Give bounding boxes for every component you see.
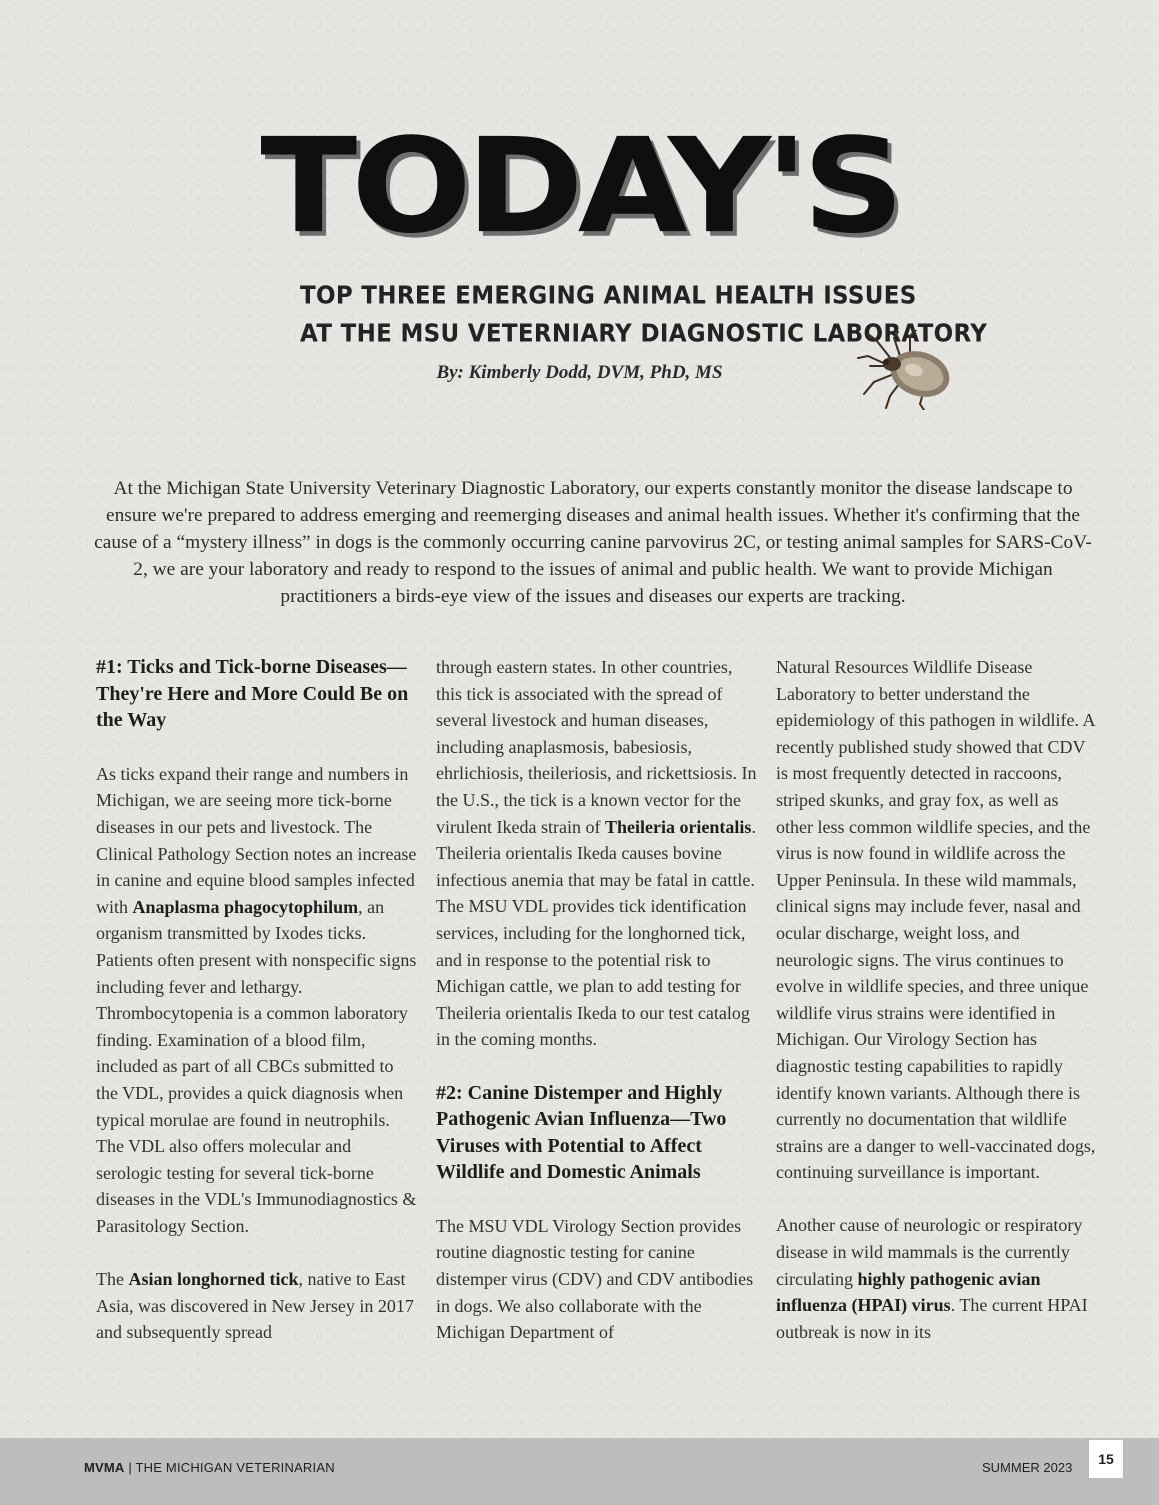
column-1 (96, 654, 418, 1346)
section-1-heading: #1: Ticks and Tick-borne Diseases—They're Here and More Could Be on the Way (96, 656, 409, 732)
section-1-paragraph-1: As ticks expand their range and numbers in Michigan, we are seeing more tick-borne diseases in our pets and livestock. The Clinical Pathology Section notes an increase in canine and equine blood samples infected with Anaplasma phagocytophilum, an organism transmitted by Ixodes ticks. Patients often present with nonspecific signs including fever and lethargy. Thrombocytopenia is a common laboratory finding. Examination of a blood film, included as part of all CBCs submitted to the VDL, provides a quick diagnosis when typical morulae are found in neutrophils. The VDL also offers molecular and serologic testing for several tick-borne diseases in the VDL's Immunodiagnostics & Parasitology Section. (96, 763, 417, 1236)
section-2-paragraph-2: Natural Resources Wildlife Disease Laboratory to better understand the epidemiology of this pathogen in wildlife. A recently published study showed that CDV is most frequently detected in raccoons, striped skunks, and gray fox, as well as other less common wildlife species, and the virus is now found in wildlife across the Upper Peninsula. In these wild mammals, clinical signs may include fever, nasal and ocular discharge, weight loss, and neurologic signs. The virus continues to evolve in wildlife species, and three unique wildlife virus strains were identified in Michigan. Our Virology Section has diagnostic testing capabilities to rapidly identify known variants. Although there is currently no documentation that wildlife strains are a danger to well-vaccinated dogs, continuing surveillance is important. (776, 657, 1096, 1183)
section-2-paragraph-1: The MSU VDL Virology Section provides routine diagnostic testing for canine distemper virus (CDV) and CDV antibodies in dogs. We also collaborate with the Michigan Department of (436, 1215, 754, 1343)
footer-publication-title: THE MICHIGAN VETERINARIAN (135, 1460, 335, 1475)
column-2 (436, 654, 758, 1346)
footer-publication (84, 1460, 335, 1475)
section-1-paragraph-2: The Asian longhorned tick, native to East Asia, was discovered in New Jersey in 2017 and subsequently spread (96, 1269, 414, 1343)
tick-illustration-icon (854, 330, 958, 410)
column-3 (776, 654, 1096, 1345)
footer-separator: | (128, 1460, 132, 1475)
intro-paragraph: At the Michigan State University Veterinary Diagnostic Laboratory, our experts constantly monitor the disease landscape to ensure we're prepared to address emerging and reemerging diseases and animal health issues. Whether it's confirming that the cause of a “mystery illness” in dogs is the commonly occurring canine parvovirus 2C, or testing animal samples for SARS-CoV-2, we are your laboratory and ready to respond to the issues of animal and public health. We want to provide Michigan practitioners a birds-eye view of the issues and diseases our experts are tracking. (94, 478, 1092, 608)
subtitle-line-1: TOP THREE EMERGING ANIMAL HEALTH ISSUES (300, 281, 917, 311)
section-2-paragraph-3: Another cause of neurologic or respiratory disease in wild mammals is the currently circulating highly pathogenic avian influenza (HPAI) virus. The current HPAI outbreak is now in its (776, 1215, 1088, 1342)
headline: TODAY'S (260, 110, 899, 263)
footer-season: SUMMER 2023 (982, 1460, 1073, 1475)
page-number: 15 (1089, 1440, 1123, 1478)
byline: By: Kimberly Dodd, DVM, PhD, MS (436, 362, 723, 383)
subtitle-line-2: AT THE MSU VETERNIARY DIAGNOSTIC LABORATORY (300, 319, 988, 349)
section-2-heading: #2: Canine Distemper and Highly Pathogenic Avian Influenza—Two Viruses with Potential to Affect Wildlife and Domestic Animals (436, 1081, 727, 1184)
section-1-paragraph-3: through eastern states. In other countries, this tick is associated with the spread of several livestock and human diseases, including anaplasmosis, babesiosis, ehrlichiosis, theileriosis, and rickettsiosis. In the U.S., the tick is a known vector for the virulent Ikeda strain of Theileria orientalis. Theileria orientalis Ikeda causes bovine infectious anemia that may be fatal in cattle. The MSU VDL provides tick identification services, including for the longhorned tick, and in response to the potential risk to Michigan cattle, we plan to add testing for Theileria orientalis Ikeda to our test catalog in the coming months. (436, 657, 757, 1050)
footer-brand: MVMA (84, 1460, 125, 1475)
